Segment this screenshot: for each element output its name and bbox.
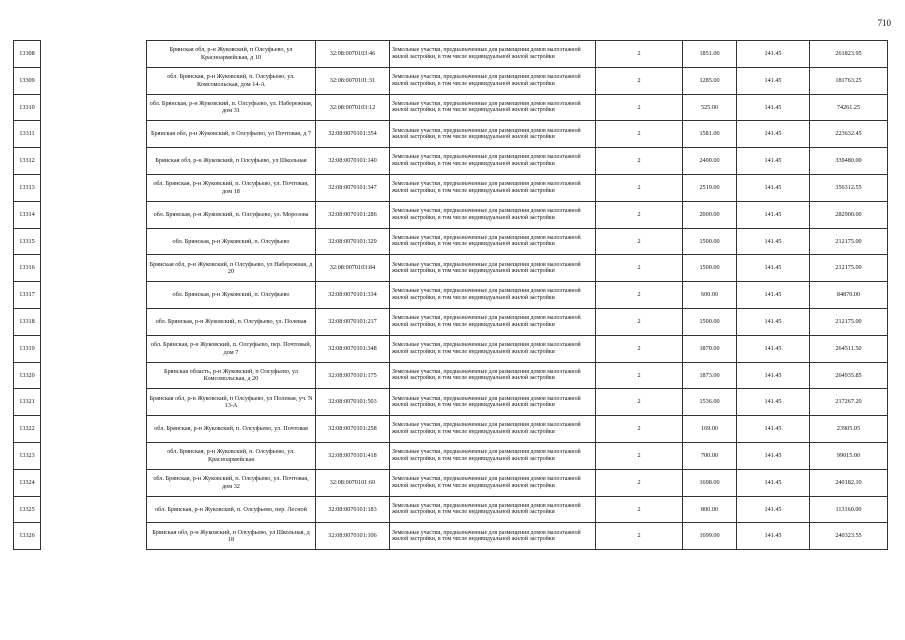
area-cell: 1285.00 — [683, 67, 737, 94]
page-number: 710 — [877, 18, 891, 28]
cadastral-number-cell: 32:08:0070101:503 — [316, 389, 390, 416]
cadastral-value-cell: 212175.00 — [810, 308, 888, 335]
specific-value-cell: 141.45 — [737, 442, 810, 469]
spacer-cell — [41, 174, 147, 201]
group-number-cell: 2 — [596, 201, 683, 228]
specific-value-cell: 141.45 — [737, 121, 810, 148]
address-cell: обл. Брянская, р-н Жуковский, п. Олсуфьево, ул. Почтовая, дом 18 — [147, 174, 316, 201]
cadastral-value-cell: 264935.85 — [810, 362, 888, 389]
area-cell: 1500.00 — [683, 228, 737, 255]
table-body — [14, 41, 888, 550]
cadastral-number-cell: 32:08:0070101:175 — [316, 362, 390, 389]
row-number-cell: 13325 — [14, 496, 41, 523]
cadastral-value-cell: 181763.25 — [810, 67, 888, 94]
land-use-cell: Земельные участки, предназначенные для размещения домов малоэтажной жилой застройки, в том числе индивидуальной жилой застройки — [390, 121, 596, 148]
cadastral-value-cell: 212175.00 — [810, 255, 888, 282]
address-cell: обл. Брянская, р-н Жуковский, п. Олсуфьево, ул. Набережная, дом 31 — [147, 94, 316, 121]
spacer-cell — [41, 94, 147, 121]
row-number-cell: 13312 — [14, 148, 41, 175]
land-use-cell: Земельные участки, предназначенные для размещения домов малоэтажной жилой застройки, в том числе индивидуальной жилой застройки — [390, 308, 596, 335]
area-cell: 1581.00 — [683, 121, 737, 148]
cadastral-value-cell: 240323.55 — [810, 523, 888, 550]
row-number-cell: 13314 — [14, 201, 41, 228]
cadastral-value-cell: 99015.00 — [810, 442, 888, 469]
address-cell: обл. Брянская, р-н Жуковский, п. Олсуфьево, ул. Комсомольская, дом 14-А — [147, 67, 316, 94]
cadastral-value-cell: 212175.00 — [810, 228, 888, 255]
table-row — [14, 255, 888, 282]
table-row — [14, 148, 888, 175]
specific-value-cell: 141.45 — [737, 41, 810, 68]
area-cell: 1873.00 — [683, 362, 737, 389]
row-number-cell: 13319 — [14, 335, 41, 362]
group-number-cell: 2 — [596, 41, 683, 68]
group-number-cell: 2 — [596, 228, 683, 255]
area-cell: 1500.00 — [683, 308, 737, 335]
area-cell: 1870.00 — [683, 335, 737, 362]
row-number-cell: 13321 — [14, 389, 41, 416]
group-number-cell: 2 — [596, 362, 683, 389]
address-cell: обл. Брянская, р-н Жуковский, п. Олсуфьево, пер. Почтовый, дом 7 — [147, 335, 316, 362]
land-use-cell: Земельные участки, предназначенные для размещения домов малоэтажной жилой застройки, в том числе индивидуальной жилой застройки — [390, 442, 596, 469]
spacer-cell — [41, 496, 147, 523]
specific-value-cell: 141.45 — [737, 174, 810, 201]
row-number-cell: 13310 — [14, 94, 41, 121]
address-cell: Брянская обл, р-н Жуковский, п Олсуфьево, ул Почтовая, д 7 — [147, 121, 316, 148]
group-number-cell: 2 — [596, 416, 683, 443]
table-row — [14, 121, 888, 148]
specific-value-cell: 141.45 — [737, 282, 810, 309]
spacer-cell — [41, 469, 147, 496]
cadastral-value-cell: 23905.05 — [810, 416, 888, 443]
cadastral-number-cell: 32:08:0070101:258 — [316, 416, 390, 443]
area-cell: 525.00 — [683, 94, 737, 121]
group-number-cell: 2 — [596, 67, 683, 94]
group-number-cell: 2 — [596, 335, 683, 362]
table-row — [14, 228, 888, 255]
specific-value-cell: 141.45 — [737, 496, 810, 523]
land-use-cell: Земельные участки, предназначенные для размещения домов малоэтажной жилой застройки, в том числе индивидуальной жилой застройки — [390, 416, 596, 443]
spacer-cell — [41, 282, 147, 309]
specific-value-cell: 141.45 — [737, 308, 810, 335]
specific-value-cell: 141.45 — [737, 469, 810, 496]
land-use-cell: Земельные участки, предназначенные для размещения домов малоэтажной жилой застройки, в том числе индивидуальной жилой застройки — [390, 41, 596, 68]
row-number-cell: 13324 — [14, 469, 41, 496]
cadastral-value-cell: 240182.10 — [810, 469, 888, 496]
area-cell: 1536.00 — [683, 389, 737, 416]
table-row — [14, 335, 888, 362]
row-number-cell: 13320 — [14, 362, 41, 389]
table-row — [14, 496, 888, 523]
area-cell: 600.00 — [683, 282, 737, 309]
spacer-cell — [41, 148, 147, 175]
land-use-cell: Земельные участки, предназначенные для размещения домов малоэтажной жилой застройки, в том числе индивидуальной жилой застройки — [390, 174, 596, 201]
group-number-cell: 2 — [596, 469, 683, 496]
specific-value-cell: 141.45 — [737, 255, 810, 282]
cadastral-number-cell: 32:08:0070101:347 — [316, 174, 390, 201]
address-cell: обл. Брянская, р-н Жуковский, п. Олсуфьево — [147, 228, 316, 255]
group-number-cell: 2 — [596, 389, 683, 416]
table-row — [14, 201, 888, 228]
spacer-cell — [41, 442, 147, 469]
address-cell: обл. Брянская, р-н Жуковский, п. Олсуфьево — [147, 282, 316, 309]
specific-value-cell: 141.45 — [737, 335, 810, 362]
table-row — [14, 41, 888, 68]
cadastral-value-cell: 84870.00 — [810, 282, 888, 309]
cadastral-number-cell: 32:08:0070103:84 — [316, 255, 390, 282]
land-use-cell: Земельные участки, предназначенные для размещения домов малоэтажной жилой застройки, в том числе индивидуальной жилой застройки — [390, 496, 596, 523]
specific-value-cell: 141.45 — [737, 389, 810, 416]
area-cell: 1851.00 — [683, 41, 737, 68]
group-number-cell: 2 — [596, 255, 683, 282]
specific-value-cell: 141.45 — [737, 228, 810, 255]
cadastral-value-cell: 113160.00 — [810, 496, 888, 523]
row-number-cell: 13318 — [14, 308, 41, 335]
cadastral-number-cell: 32:08:0070101:286 — [316, 201, 390, 228]
group-number-cell: 2 — [596, 496, 683, 523]
area-cell: 800.00 — [683, 496, 737, 523]
row-number-cell: 13317 — [14, 282, 41, 309]
table-row — [14, 362, 888, 389]
row-number-cell: 13311 — [14, 121, 41, 148]
cadastral-number-cell: 32:08:0070101:140 — [316, 148, 390, 175]
address-cell: обл. Брянская, р-н Жуковский, п. Олсуфьево, ул. Полевая — [147, 308, 316, 335]
spacer-cell — [41, 362, 147, 389]
row-number-cell: 13309 — [14, 67, 41, 94]
cadastral-number-cell: 32:08:0070101:60 — [316, 469, 390, 496]
cadastral-number-cell: 32:08:0070101:217 — [316, 308, 390, 335]
table-row — [14, 442, 888, 469]
cadastral-number-cell: 32:08:0070101:334 — [316, 282, 390, 309]
land-use-cell: Земельные участки, предназначенные для размещения домов малоэтажной жилой застройки, в том числе индивидуальной жилой застройки — [390, 67, 596, 94]
table-row — [14, 308, 888, 335]
row-number-cell: 13308 — [14, 41, 41, 68]
group-number-cell: 2 — [596, 94, 683, 121]
cadastral-value-cell: 339480.00 — [810, 148, 888, 175]
area-cell: 2400.00 — [683, 148, 737, 175]
spacer-cell — [41, 523, 147, 550]
table-row — [14, 389, 888, 416]
area-cell: 169.00 — [683, 416, 737, 443]
cadastral-value-cell: 217267.20 — [810, 389, 888, 416]
cadastral-number-cell: 32:08:0070101:418 — [316, 442, 390, 469]
cadastral-value-cell: 282900.00 — [810, 201, 888, 228]
address-cell: обл. Брянская, р-н Жуковский, п. Олсуфьево, ул. Почтовая, дом 32 — [147, 469, 316, 496]
land-use-cell: Земельные участки, предназначенные для размещения домов малоэтажной жилой застройки, в том числе индивидуальной жилой застройки — [390, 362, 596, 389]
address-cell: обл. Брянская, р-н Жуковский, п. Олсуфьево, ул. Почтовая — [147, 416, 316, 443]
area-cell: 1698.00 — [683, 469, 737, 496]
spacer-cell — [41, 335, 147, 362]
row-number-cell: 13323 — [14, 442, 41, 469]
land-use-cell: Земельные участки, предназначенные для размещения домов малоэтажной жилой застройки, в том числе индивидуальной жилой застройки — [390, 255, 596, 282]
row-number-cell: 13326 — [14, 523, 41, 550]
specific-value-cell: 141.45 — [737, 523, 810, 550]
group-number-cell: 2 — [596, 523, 683, 550]
cadastral-number-cell: 32:08:0070101:106 — [316, 523, 390, 550]
area-cell: 2519.00 — [683, 174, 737, 201]
group-number-cell: 2 — [596, 282, 683, 309]
group-number-cell: 2 — [596, 308, 683, 335]
spacer-cell — [41, 67, 147, 94]
spacer-cell — [41, 416, 147, 443]
group-number-cell: 2 — [596, 121, 683, 148]
land-use-cell: Земельные участки, предназначенные для размещения домов малоэтажной жилой застройки, в том числе индивидуальной жилой застройки — [390, 94, 596, 121]
specific-value-cell: 141.45 — [737, 67, 810, 94]
address-cell: Брянская область, р-н Жуковский, п Олсуфьево, ул Комсомольская, д 20 — [147, 362, 316, 389]
cadastral-value-cell: 74261.25 — [810, 94, 888, 121]
area-cell: 1699.00 — [683, 523, 737, 550]
address-cell: обл. Брянская, р-н Жуковский, п. Олсуфьево, пер. Лесной — [147, 496, 316, 523]
row-number-cell: 13315 — [14, 228, 41, 255]
cadastral-number-cell: 32:08:0070101:31 — [316, 67, 390, 94]
area-cell: 1500.00 — [683, 255, 737, 282]
cadastral-number-cell: 32:08:0070103:12 — [316, 94, 390, 121]
land-use-cell: Земельные участки, предназначенные для размещения домов малоэтажной жилой застройки, в том числе индивидуальной жилой застройки — [390, 201, 596, 228]
specific-value-cell: 141.45 — [737, 94, 810, 121]
group-number-cell: 2 — [596, 148, 683, 175]
land-use-cell: Земельные участки, предназначенные для размещения домов малоэтажной жилой застройки, в том числе индивидуальной жилой застройки — [390, 228, 596, 255]
land-use-cell: Земельные участки, предназначенные для размещения домов малоэтажной жилой застройки, в том числе индивидуальной жилой застройки — [390, 523, 596, 550]
address-cell: Брянская обл, р-н Жуковский, п Олсуфьево, ул Школьная, д 18 — [147, 523, 316, 550]
cadastral-value-table — [13, 40, 888, 550]
table-row — [14, 94, 888, 121]
address-cell: обл. Брянская, р-н Жуковский, п. Олсуфьево, ул. Красноармейская — [147, 442, 316, 469]
land-use-cell: Земельные участки, предназначенные для размещения домов малоэтажной жилой застройки, в том числе индивидуальной жилой застройки — [390, 282, 596, 309]
group-number-cell: 2 — [596, 442, 683, 469]
cadastral-value-cell: 223632.45 — [810, 121, 888, 148]
area-cell: 2000.00 — [683, 201, 737, 228]
cadastral-number-cell: 32:08:0070101:329 — [316, 228, 390, 255]
table-row — [14, 523, 888, 550]
spacer-cell — [41, 201, 147, 228]
specific-value-cell: 141.45 — [737, 201, 810, 228]
land-use-cell: Земельные участки, предназначенные для размещения домов малоэтажной жилой застройки, в том числе индивидуальной жилой застройки — [390, 148, 596, 175]
table-row — [14, 469, 888, 496]
cadastral-number-cell: 32:08:0070101:348 — [316, 335, 390, 362]
group-number-cell: 2 — [596, 174, 683, 201]
table-row — [14, 174, 888, 201]
spacer-cell — [41, 121, 147, 148]
table-row — [14, 67, 888, 94]
cadastral-number-cell: 32:08:0070101:354 — [316, 121, 390, 148]
spacer-cell — [41, 389, 147, 416]
address-cell: Брянская обл, р-н Жуковский, п Олсуфьево, ул Школьная — [147, 148, 316, 175]
specific-value-cell: 141.45 — [737, 148, 810, 175]
area-cell: 700.00 — [683, 442, 737, 469]
cadastral-value-cell: 261823.95 — [810, 41, 888, 68]
spacer-cell — [41, 308, 147, 335]
cadastral-value-cell: 264511.50 — [810, 335, 888, 362]
land-use-cell: Земельные участки, предназначенные для размещения домов малоэтажной жилой застройки, в том числе индивидуальной жилой застройки — [390, 469, 596, 496]
specific-value-cell: 141.45 — [737, 362, 810, 389]
table-row — [14, 416, 888, 443]
cadastral-number-cell: 32:08:0070101:183 — [316, 496, 390, 523]
table-row — [14, 282, 888, 309]
land-use-cell: Земельные участки, предназначенные для размещения домов малоэтажной жилой застройки, в том числе индивидуальной жилой застройки — [390, 389, 596, 416]
row-number-cell: 13313 — [14, 174, 41, 201]
row-number-cell: 13316 — [14, 255, 41, 282]
land-use-cell: Земельные участки, предназначенные для размещения домов малоэтажной жилой застройки, в том числе индивидуальной жилой застройки — [390, 335, 596, 362]
address-cell: Брянская обл, р-н Жуковский, п Олсуфьево, ул Набережная, д 20 — [147, 255, 316, 282]
row-number-cell: 13322 — [14, 416, 41, 443]
spacer-cell — [41, 255, 147, 282]
address-cell: Брянская обл, р-н Жуковский, п Олсуфьево, ул Полевая, уч. N 13-А — [147, 389, 316, 416]
spacer-cell — [41, 228, 147, 255]
spacer-cell — [41, 41, 147, 68]
address-cell: Брянская обл, р-н Жуковский, п Олсуфьево, ул Красноармейская, д 10 — [147, 41, 316, 68]
specific-value-cell: 141.45 — [737, 416, 810, 443]
address-cell: обл. Брянская, р-н Жуковский, п. Олсуфьево, ул. Морозова — [147, 201, 316, 228]
cadastral-number-cell: 32:08:0070103:46 — [316, 41, 390, 68]
cadastral-value-cell: 356312.55 — [810, 174, 888, 201]
